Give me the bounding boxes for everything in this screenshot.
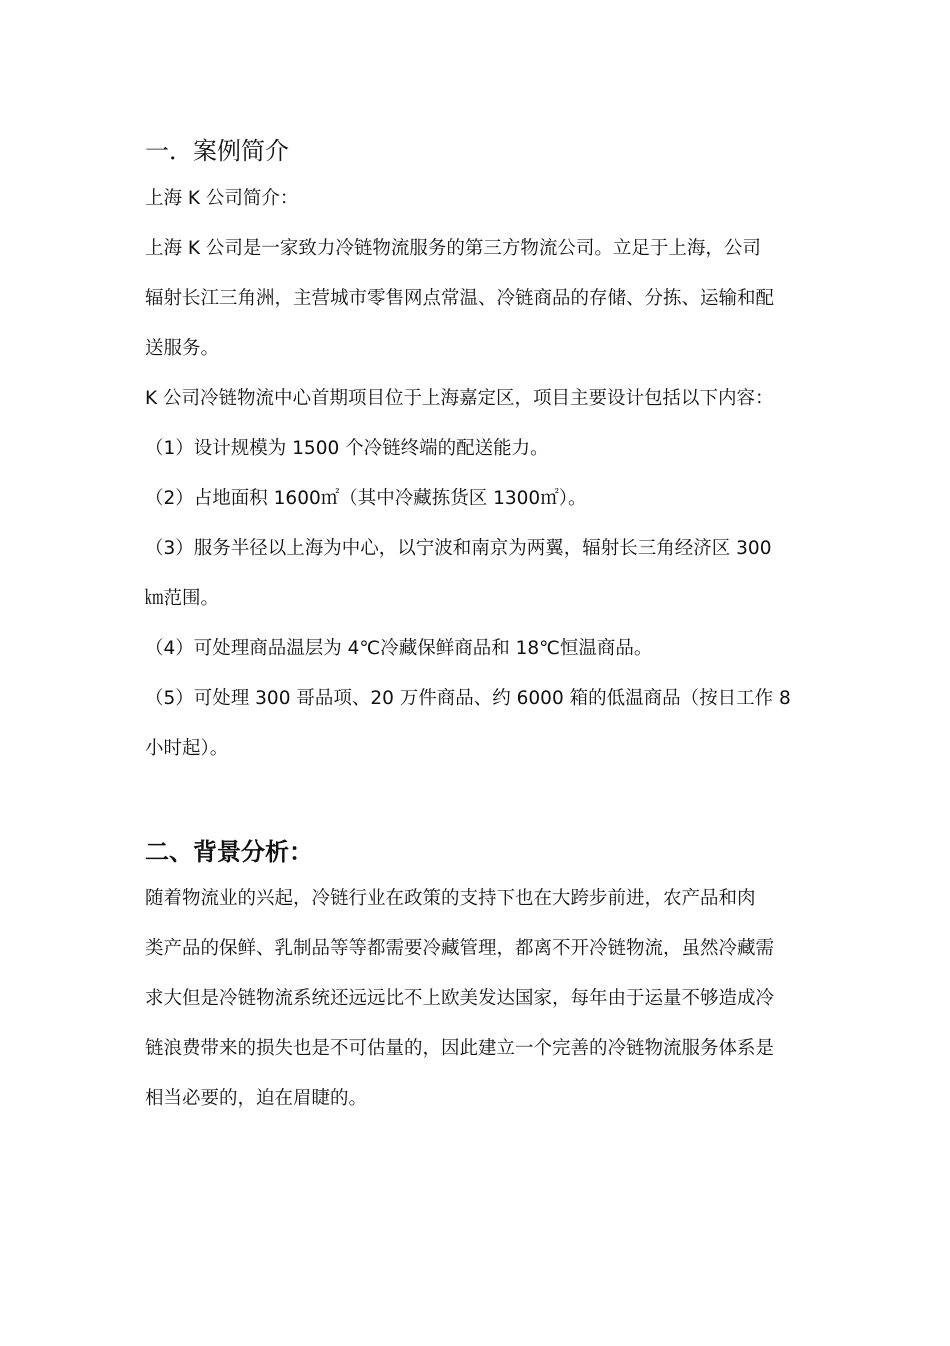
- section-1-line-4: 送服务。: [145, 338, 220, 359]
- section-2-line-4: 链浪费带来的损失也是不可估量的，因此建立一个完善的冷链物流服务体系是: [145, 1038, 775, 1059]
- section-1-item-5-cont: 小时起）。: [145, 738, 229, 759]
- section-1-line-2: 上海 K 公司是一家致力冷链物流服务的第三方物流公司。立足于上海，公司: [145, 238, 761, 259]
- section-1-line-5: K 公司冷链物流中心首期项目位于上海嘉定区，项目主要设计包括以下内容：: [145, 388, 774, 409]
- section-1-item-3: （3）服务半径以上海为中心，以宁波和南京为两翼，辐射长三角经济区 300: [145, 538, 772, 559]
- section-2-line-3: 求大但是冷链物流系统还远远比不上欧美发达国家，每年由于运量不够造成冷: [145, 988, 775, 1009]
- section-2-line-2: 类产品的保鲜、乳制品等等都需要冷藏管理，都离不开冷链物流，虽然冷藏需: [145, 938, 775, 959]
- section-1-heading: 一．案例简介: [145, 137, 289, 165]
- section-1-item-3-cont: ㎞范围。: [145, 588, 220, 609]
- section-1-item-4: （4）可处理商品温层为 4℃冷藏保鲜商品和 18℃恒温商品。: [145, 638, 653, 659]
- section-2-line-1: 随着物流业的兴起，冷链行业在政策的支持下也在大跨步前进，农产品和肉: [145, 888, 756, 909]
- section-1-line-1: 上海 K 公司简介：: [145, 188, 299, 209]
- section-2-line-5: 相当必要的，迫在眉睫的。: [145, 1088, 368, 1109]
- section-1-item-1: （1）设计规模为 1500 个冷链终端的配送能力。: [145, 438, 549, 459]
- section-2-heading: 二、背景分析：: [145, 838, 313, 866]
- section-1-item-5: （5）可处理 300 哥品项、20 万件商品、约 6000 箱的低温商品（按日工作 8: [145, 688, 791, 709]
- section-1-item-2: （2）占地面积 1600㎡（其中冷藏拣货区 1300㎡）。: [145, 488, 587, 509]
- section-1-line-3: 辐射长江三角洲，主营城市零售网点常温、冷链商品的存储、分拣、运输和配: [145, 288, 775, 309]
